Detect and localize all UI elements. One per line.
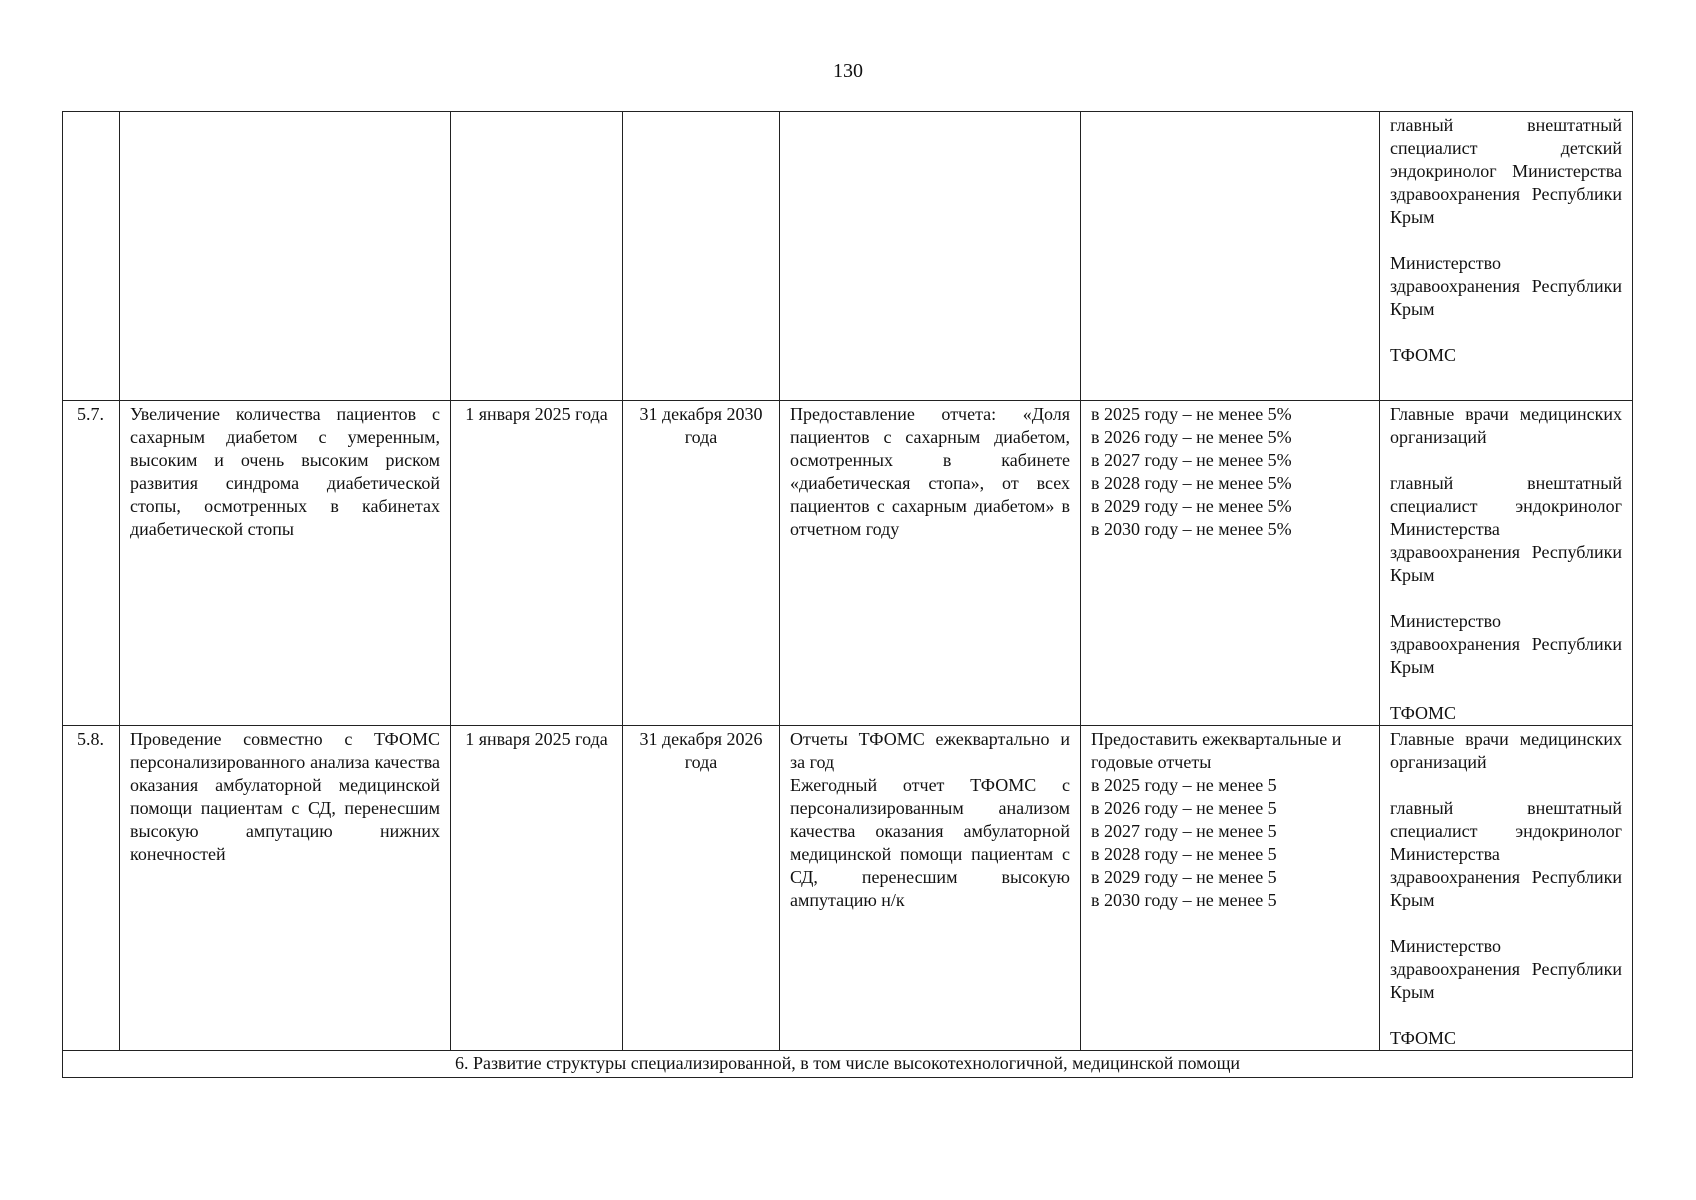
indicator-line: в 2027 году – не менее 5	[1091, 821, 1277, 841]
indicator-line: в 2030 году – не менее 5%	[1091, 519, 1292, 539]
table-row-5-8	[63, 726, 1633, 1051]
section-header-row	[63, 1051, 1633, 1078]
responsible-item: ТФОМС	[1390, 1028, 1457, 1048]
cell-start	[451, 112, 623, 401]
row-event: Проведение совместно с ТФОМС персонализированного анализа качества оказания амбулаторной медицинской помощи пациентам с СД, перенесшим высокую ампутацию нижних конечностей	[120, 726, 451, 1051]
cell-number	[63, 112, 120, 401]
result-line: Ежегодный отчет ТФОМС с персонализированным анализом качества оказания амбулаторной медицинской помощи пациентам с СД, перенесшим высокую ампутацию н/к	[790, 775, 1070, 910]
indicator-line: в 2029 году – не менее 5%	[1091, 496, 1292, 516]
responsible-item: главный внештатный специалист эндокринолог Министерства здравоохранения Республики Крым	[1390, 798, 1622, 910]
row-result: Предоставление отчета: «Доля пациентов с сахарным диабетом, осмотренных в кабинете «диабетическая стопа», от всех пациентов с сахарным диабетом» в отчетном году	[780, 401, 1081, 726]
indicator-line: в 2028 году – не менее 5	[1091, 844, 1277, 864]
responsible-item: Главные врачи медицинских организаций	[1390, 729, 1622, 772]
responsible-item: ТФОМС	[1390, 703, 1457, 723]
result-line: Отчеты ТФОМС ежеквартально и за год	[790, 729, 1070, 772]
cell-responsible	[1380, 112, 1633, 401]
section-title: 6. Развитие структуры специализированной, в том числе высокотехнологичной, медицинской помощи	[63, 1051, 1633, 1078]
indicator-line: в 2025 году – не менее 5	[1091, 775, 1277, 795]
cell-result	[780, 112, 1081, 401]
indicator-line: в 2029 году – не менее 5	[1091, 867, 1277, 887]
row-result	[780, 726, 1081, 1051]
row-end-date: 31 декабря 2026 года	[623, 726, 780, 1051]
row-start-date: 1 января 2025 года	[451, 401, 623, 726]
cell-event	[120, 112, 451, 401]
indicators-intro: Предоставить ежеквартальные и годовые отчеты	[1091, 729, 1342, 772]
responsible-item: главный внештатный специалист эндокринолог Министерства здравоохранения Республики Крым	[1390, 473, 1622, 585]
cell-end	[623, 112, 780, 401]
row-indicators	[1081, 401, 1380, 726]
row-responsible	[1380, 726, 1633, 1051]
responsible-item: Министерство здравоохранения Республики Крым	[1390, 936, 1622, 1002]
responsible-item: главный внештатный специалист детский эндокринолог Министерства здравоохранения Республики Крым	[1390, 115, 1622, 227]
responsible-item: Министерство здравоохранения Республики Крым	[1390, 611, 1622, 677]
action-plan-table	[62, 111, 1633, 1078]
table-row-5-7	[63, 401, 1633, 726]
row-indicators	[1081, 726, 1380, 1051]
responsible-item: ТФОМС	[1390, 345, 1457, 365]
row-event: Увеличение количества пациентов с сахарным диабетом с умеренным, высоким и очень высоким риском развития синдрома диабетической стопы, осмотренных в кабинетах диабетической стопы	[120, 401, 451, 726]
table-row-continued	[63, 112, 1633, 401]
indicator-line: в 2026 году – не менее 5	[1091, 798, 1277, 818]
indicator-line: в 2025 году – не менее 5%	[1091, 404, 1292, 424]
indicator-line: в 2026 году – не менее 5%	[1091, 427, 1292, 447]
page-number: 130	[833, 60, 863, 82]
row-number: 5.8.	[63, 726, 120, 1051]
row-end-date: 31 декабря 2030 года	[623, 401, 780, 726]
responsible-item: Главные врачи медицинских организаций	[1390, 404, 1622, 447]
row-start-date: 1 января 2025 года	[451, 726, 623, 1051]
indicator-line: в 2028 году – не менее 5%	[1091, 473, 1292, 493]
indicator-line: в 2030 году – не менее 5	[1091, 890, 1277, 910]
indicator-line: в 2027 году – не менее 5%	[1091, 450, 1292, 470]
cell-indicators	[1081, 112, 1380, 401]
responsible-item: Министерство здравоохранения Республики Крым	[1390, 253, 1622, 319]
row-number: 5.7.	[63, 401, 120, 726]
row-responsible	[1380, 401, 1633, 726]
